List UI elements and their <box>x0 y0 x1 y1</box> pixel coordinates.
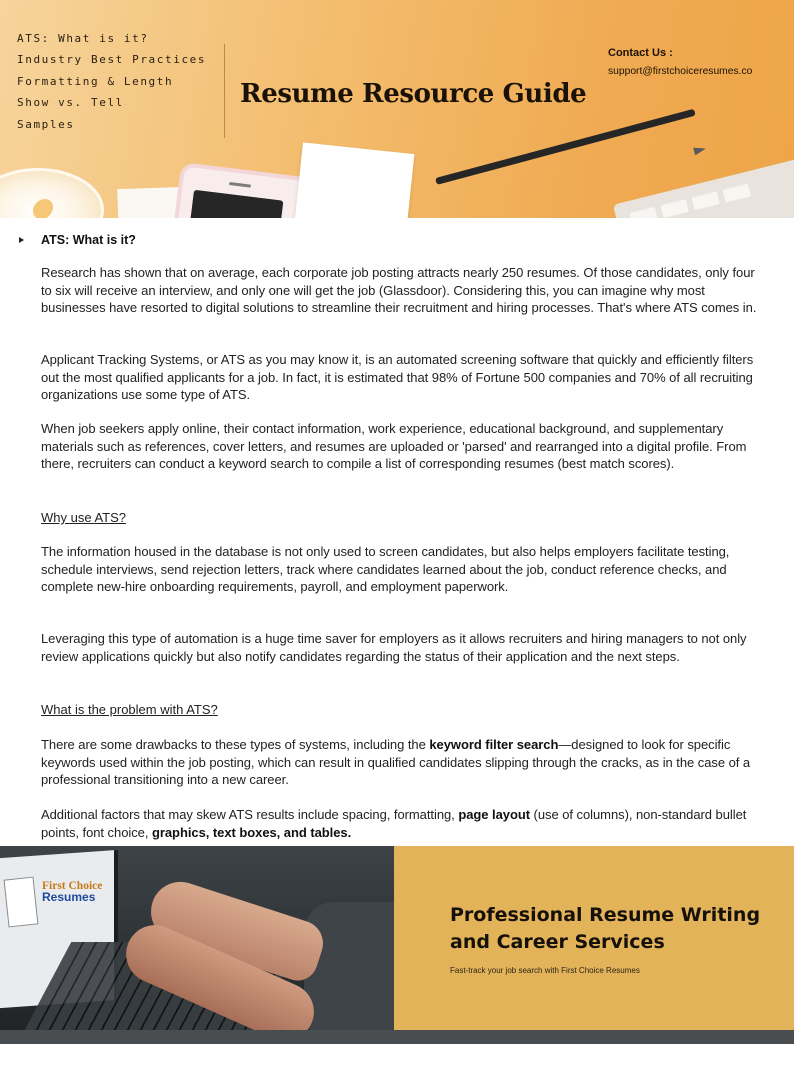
bold-keyword-filter: keyword filter search <box>429 737 559 752</box>
document-icon <box>4 877 39 928</box>
bold-page-layout: page layout <box>458 807 530 822</box>
nav-item-show-vs-tell[interactable]: Show vs. Tell <box>17 96 124 110</box>
pen-tip <box>693 145 707 156</box>
paragraph-ats-definition: Applicant Tracking Systems, or ATS as you may know it, is an automated screening software that quickly and efficiently filters out the most qualified applicants for a job. In fact, it is estimated that 98% of Fortune 500 companies and 70% of all recruiting organizations use some type of ATS. <box>41 352 754 402</box>
footer-tagline: Fast-track your job search with First Choice Resumes <box>450 966 640 975</box>
phone-image <box>172 162 317 218</box>
contact-email-link[interactable]: support@firstchoiceresumes.co <box>608 66 753 77</box>
nav-item-best-practices[interactable]: Industry Best Practices <box>17 53 207 67</box>
section-nav <box>17 28 227 135</box>
contact-label: Contact Us : <box>608 47 673 59</box>
laptop-typing-image <box>0 846 394 1030</box>
triangle-bullet-icon <box>19 237 24 243</box>
bold-graphics: graphics, text boxes, and tables. <box>151 824 352 840</box>
header-divider <box>224 44 225 138</box>
notepad-image <box>294 142 415 218</box>
logo-text-first-choice: First Choice <box>42 880 103 892</box>
nav-item-samples[interactable]: Samples <box>17 117 75 131</box>
phone-screen <box>187 190 283 218</box>
page-title: Resume Resource Guide <box>240 79 587 109</box>
paragraph-database: The information housed in the database is not only used to screen candidates, but also helps employers facilitate testing, schedule interviews, send rejection letters, track where candidates learned about the job, conduct reference checks, and complete new-hire onboarding requirements, payroll, and employment paperwork. <box>41 544 730 594</box>
keyboard-image <box>613 149 794 218</box>
nav-item-formatting[interactable]: Formatting & Length <box>17 74 174 88</box>
bottom-bar <box>0 1030 794 1044</box>
pen-image <box>435 109 696 185</box>
logo-text-resumes: Resumes <box>42 890 96 904</box>
subheading-why-ats: Why use ATS? <box>41 510 127 525</box>
nav-item-ats[interactable]: ATS: What is it? <box>17 32 149 45</box>
section-heading-text: ATS: What is it? <box>41 233 136 247</box>
paragraph-factors: Additional factors that may skew ATS results include spacing, formatting, page layout (use of columns), non-standard bullet points, font choice, graphics, text boxes, and tables. <box>41 807 747 840</box>
phone-speaker <box>229 182 251 188</box>
paragraph-parsing: When job seekers apply online, their contact information, work experience, educational background, and supplementary materials such as references, cover letters, and resumes are uploaded or 'parsed' and rearranged into a digital profile. From there, recruiters can conduct a keyword search to compile a list of corresponding resumes (best match scores). <box>41 421 747 471</box>
subheading-ats-problem: What is the problem with ATS? <box>41 702 218 717</box>
section-heading <box>19 233 136 247</box>
company-logo <box>4 874 108 930</box>
paragraph-automation: Leveraging this type of automation is a huge time saver for employers as it allows recruiters and hiring managers to not only review applications quickly but also notify candidates regarding the status of their application and the next steps. <box>41 631 747 664</box>
paragraph-drawbacks: There are some drawbacks to these types of systems, including the keyword filter search—designed to look for specific keywords used within the job posting, which can result in qualified candidates slipping through the cracks, as in the case of a professional transitioning into a new career. <box>41 737 751 787</box>
header-banner <box>0 0 794 218</box>
footer-panel <box>394 846 794 1030</box>
footer-banner <box>0 846 794 1030</box>
footer-title: Professional Resume Writing and Career Services <box>450 904 761 953</box>
paragraph-intro: Research has shown that on average, each corporate job posting attracts nearly 250 resumes. Of those candidates, only four to six will receive an interview, and only one will get the job (Glassdoor). Considering this, you can imagine why most businesses have resorted to digital solutions to streamline their recruitment and hiring processes. That's where ATS comes in. <box>41 265 757 315</box>
